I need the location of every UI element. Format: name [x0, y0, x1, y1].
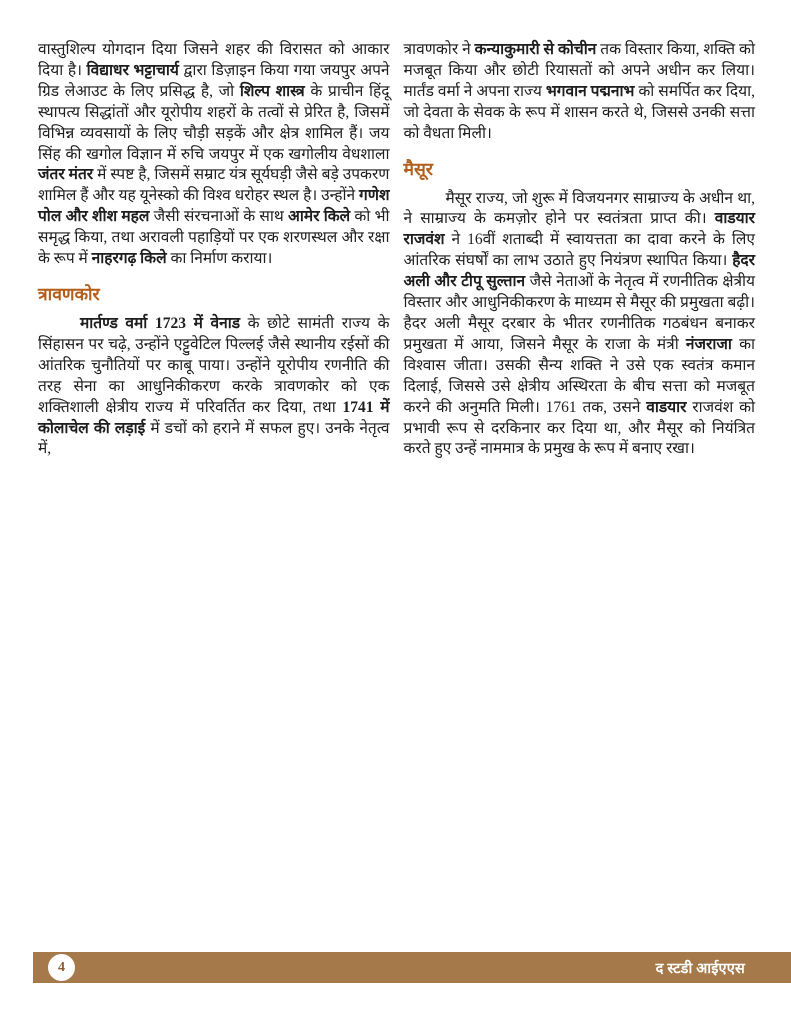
- two-column-content: [38, 40, 755, 460]
- footer-bar: [33, 952, 791, 983]
- paragraph-travancore: मार्तण्ड वर्मा 1723 में वेनाड के छोटे सामंती राज्य के सिंहासन पर चढ़े, उन्होंने एट्टुवेटिल पिल्लई जैसे स्थानीय रईसों की आंतरिक चुनौतियों पर काबू पाया। उन्होंने यूरोपीय रणनीति की तरह सेना का आधुनिकीकरण करके त्रावणकोर को एक शक्तिशाली क्षेत्रीय राज्य में परिवर्तित कर दिया, तथा 1741 में कोलाचेल की लड़ाई में डचों को हराने में सफल हुए। उनके नेतृत्व में,: [38, 314, 390, 458]
- right-column: [404, 40, 756, 460]
- paragraph-travancore-continued: त्रावणकोर ने कन्याकुमारी से कोचीन तक विस्तार किया, शक्ति को मजबूत किया और छोटी रियासतों को अपने अधीन कर लिया। मार्तंड वर्मा ने अपना राज्य भगवान पद्मनाभ को समर्पित कर दिया, जो देवता के सेवक के रूप में शासन करते थे, जिससे उनकी सत्ता को वैधता मिली।: [403, 41, 755, 142]
- paragraph-mysore: मैसूर राज्य, जो शुरू में विजयनगर साम्राज्य के अधीन था, ने साम्राज्य के कमज़ोर होने पर स्वतंत्रता प्राप्त की। वाडयार राजवंश ने 16वीं शताब्दी में स्वायत्तता का दावा करने के लिए आंतरिक संघर्षों का लाभ उठाते हुए नियंत्रण स्थापित किया। हैदर अली और टीपू सुल्तान जैसे नेताओं के नेतृत्व में रणनीतिक क्षेत्रीय विस्तार और आधुनिकीकरण के माध्यम से मैसूर की प्रमुखता बढ़ी। हैदर अली मैसूर दरबार के भीतर रणनीतिक गठबंधन बनाकर प्रमुखता में आया, जिसने मैसूर के राजा के मंत्री नंजराजा का विश्वास जीता। उसकी सैन्य शक्ति ने उसे एक स्वतंत्र कमान दिलाई, जिससे उसे क्षेत्रीय अस्थिरता के बीच सत्ता को मजबूत करने की अनुमति मिली। 1761 तक, उसने वाडयार राजवंश को प्रभावी रूप से दरकिनार कर दिया था, और मैसूर को नियंत्रित करते हुए उन्हें नाममात्र के प्रमुख के रूप में बनाए रखा।: [403, 189, 756, 458]
- page-number-badge: [48, 954, 75, 981]
- paragraph-jaipur: वास्तुशिल्प योगदान दिया जिसने शहर की विरासत को आकार दिया है। विद्याधर भट्टाचार्य द्वारा डिज़ाइन किया गया जयपुर अपने ग्रिड लेआउट के लिए प्रसिद्ध है, जो शिल्प शास्त्र के प्राचीन हिंदू स्थापत्य सिद्धांतों और यूरोपीय शहरों के तत्वों से प्रेरित है, जिसमें विभिन्न व्यवसायों के लिए चौड़ी सड़कें और क्षेत्र शामिल हैं। जय सिंह की खगोल विज्ञान में रुचि जयपुर में एक खगोलीय वेधशाला जंतर मंतर में स्पष्ट है, जिसमें सम्राट यंत्र सूर्यघड़ी जैसे बड़े उपकरण शामिल हैं और यह यूनेस्को की विश्व धरोहर स्थल है। उन्होंने गणेश पोल और शीश महल जैसी संरचनाओं के साथ आमेर किले को भी समृद्ध किया, तथा अरावली पहाड़ियों पर एक शरणस्थल और रक्षा के रूप में नाहरगढ़ किले का निर्माण कराया।: [38, 41, 390, 268]
- section-heading-mysore: मैसूर: [403, 158, 433, 179]
- page-number: 4: [58, 959, 65, 975]
- section-heading-travancore: त्रावणकोर: [38, 283, 100, 304]
- footer-brand: द स्टडी आईएएस: [655, 960, 745, 977]
- left-column: [38, 40, 390, 460]
